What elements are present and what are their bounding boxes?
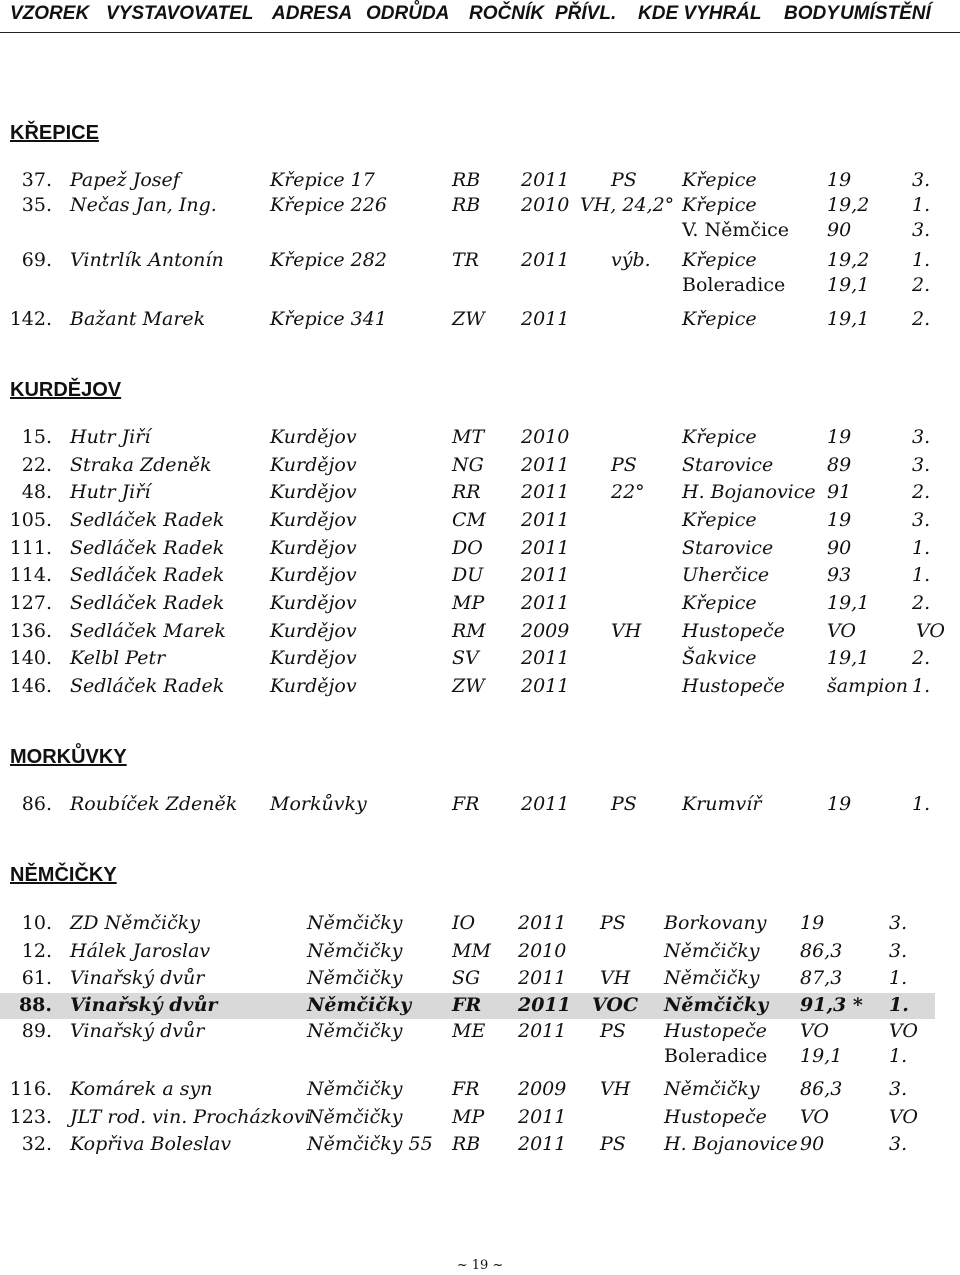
attribute: VH	[600, 1078, 631, 1100]
exhibitor: ZD Němčičky	[70, 912, 200, 934]
year: 2011	[518, 912, 567, 934]
table-row	[0, 248, 960, 274]
variety: IO	[452, 912, 476, 934]
where-won: Uherčice	[682, 564, 770, 586]
placement: 3.	[889, 1133, 908, 1155]
table-row	[0, 619, 960, 645]
section-title-morkuvky: MORKŮVKY	[10, 746, 127, 768]
address: Němčičky	[307, 940, 403, 962]
attribute: PS	[600, 1133, 626, 1155]
year: 2011	[518, 1020, 567, 1042]
table-row	[0, 1132, 960, 1158]
where-won: Starovice	[682, 454, 774, 476]
exhibitor: Sedláček Radek	[70, 509, 225, 531]
placement: 3.	[889, 1078, 908, 1100]
placement: 2.	[912, 592, 931, 614]
variety: RR	[452, 481, 481, 503]
year: 2009	[518, 1078, 567, 1100]
year: 2011	[521, 647, 570, 669]
table-row	[0, 966, 960, 992]
year: 2011	[521, 509, 570, 531]
points: 87,3	[800, 967, 843, 989]
exhibitor: Kelbl Petr	[70, 647, 166, 669]
placement: 1.	[912, 564, 931, 586]
where-won: Křepice	[682, 426, 757, 448]
points: VO	[827, 620, 856, 642]
exhibitor: Vintrlík Antonín	[70, 249, 224, 271]
table-row	[0, 1105, 960, 1131]
year: 2011	[521, 169, 570, 191]
where-won: V. Němčice	[682, 219, 789, 241]
where-won: Křepice	[682, 592, 757, 614]
placement: 1.	[889, 967, 908, 989]
variety: RB	[452, 1133, 481, 1155]
points: šampion	[827, 675, 909, 697]
variety: RB	[452, 169, 481, 191]
col-header-points: BODY	[784, 3, 839, 24]
sample-number: 127.	[9, 592, 52, 614]
placement: VO	[889, 1106, 918, 1128]
table-row	[0, 1019, 960, 1045]
points: 19	[827, 169, 852, 191]
exhibitor: Bažant Marek	[70, 308, 206, 330]
address: Křepice 341	[270, 308, 387, 330]
placement: 2.	[912, 308, 931, 330]
variety: FR	[452, 793, 480, 815]
placement: 3.	[912, 454, 931, 476]
table-row	[0, 563, 960, 589]
attribute: VH	[600, 967, 631, 989]
col-header-placement: UMÍSTĚNÍ	[840, 3, 931, 24]
col-header-variety: ODRŮDA	[366, 3, 450, 24]
table-row	[0, 939, 960, 965]
page-number: ~ 19 ~	[456, 1258, 504, 1273]
exhibitor: Hálek Jaroslav	[70, 940, 211, 962]
year: 2010	[521, 194, 570, 216]
variety: ZW	[452, 675, 485, 697]
sample-number: 12.	[21, 940, 52, 962]
col-header-where-won: KDE VYHRÁL	[638, 3, 762, 24]
placement: 3.	[889, 912, 908, 934]
exhibitor: Roubíček Zdeněk	[70, 793, 238, 815]
points: 89	[827, 454, 852, 476]
column-header-row	[0, 0, 960, 33]
sample-number: 35.	[21, 194, 52, 216]
exhibitor: Sedláček Marek	[70, 620, 226, 642]
year: 2011	[518, 994, 571, 1016]
address: Kurdějov	[270, 647, 357, 669]
sample-number: 89.	[21, 1020, 52, 1042]
address: Němčičky	[307, 912, 403, 934]
sample-number: 22.	[21, 454, 52, 476]
variety: ME	[452, 1020, 486, 1042]
attribute: PS	[600, 1020, 626, 1042]
attribute: PS	[611, 793, 637, 815]
col-header-address: ADRESA	[272, 3, 353, 24]
table-row	[0, 536, 960, 562]
sample-number: 136.	[9, 620, 52, 642]
placement: VO	[916, 620, 945, 642]
placement: 1.	[912, 194, 931, 216]
table-row-highlighted	[0, 993, 935, 1019]
sample-number: 15.	[21, 426, 52, 448]
exhibitor: Sedláček Radek	[70, 564, 225, 586]
where-won: Hustopeče	[682, 620, 785, 642]
table-row-continuation	[0, 218, 960, 244]
where-won: Němčičky	[664, 994, 769, 1016]
address: Němčičky	[307, 967, 403, 989]
address: Kurdějov	[270, 454, 357, 476]
sample-number: 140.	[9, 647, 52, 669]
exhibitor: Nečas Jan, Ing.	[70, 194, 217, 216]
exhibitor: Komárek a syn	[70, 1078, 213, 1100]
where-won: Němčičky	[664, 1078, 760, 1100]
points: 86,3	[800, 1078, 843, 1100]
where-won: Starovice	[682, 537, 774, 559]
table-row	[0, 792, 960, 818]
table-row	[0, 193, 960, 219]
year: 2011	[521, 454, 570, 476]
year: 2011	[521, 564, 570, 586]
address: Němčičky	[307, 1078, 403, 1100]
placement: 1.	[912, 675, 931, 697]
points: 19	[827, 426, 852, 448]
sample-number: 86.	[21, 793, 52, 815]
year: 2011	[518, 1133, 567, 1155]
variety: FR	[452, 994, 482, 1016]
table-row-continuation	[0, 1044, 960, 1070]
sample-number: 116.	[9, 1078, 52, 1100]
variety: MP	[452, 1106, 485, 1128]
where-won: H. Bojanovice	[682, 481, 816, 503]
where-won: Křepice	[682, 169, 757, 191]
section-title-nemcicky: NĚMČIČKY	[10, 864, 117, 886]
sample-number: 69.	[21, 249, 52, 271]
year: 2010	[518, 940, 567, 962]
points: 90	[827, 537, 852, 559]
year: 2011	[521, 537, 570, 559]
address: Němčičky	[307, 1020, 403, 1042]
address: Němčičky	[307, 994, 412, 1016]
placement: 1.	[889, 1045, 908, 1067]
variety: MM	[452, 940, 491, 962]
sample-number: 61.	[21, 967, 52, 989]
address: Němčičky 55	[307, 1133, 433, 1155]
col-header-year: ROČNÍK	[469, 3, 544, 24]
placement: 3.	[889, 940, 908, 962]
table-row	[0, 674, 960, 700]
points: 86,3	[800, 940, 843, 962]
where-won: H. Bojanovice	[664, 1133, 798, 1155]
address: Kurdějov	[270, 620, 357, 642]
table-row	[0, 591, 960, 617]
exhibitor: Papež Josef	[70, 169, 180, 191]
placement: VO	[889, 1020, 918, 1042]
points: 19,1	[800, 1045, 843, 1067]
attribute: PS	[611, 454, 637, 476]
year: 2011	[521, 675, 570, 697]
table-row	[0, 425, 960, 451]
variety: MT	[452, 426, 485, 448]
exhibitor: Vinařský dvůr	[70, 994, 218, 1016]
attribute: 22°	[611, 481, 645, 503]
attribute: výb.	[611, 249, 651, 271]
address: Kurdějov	[270, 537, 357, 559]
variety: RB	[452, 194, 481, 216]
sample-number: 32.	[21, 1133, 52, 1155]
variety: RM	[452, 620, 486, 642]
placement: 2.	[912, 647, 931, 669]
address: Kurdějov	[270, 426, 357, 448]
col-header-attribute: PŘÍVL.	[555, 3, 617, 24]
sample-number: 48.	[21, 481, 52, 503]
exhibitor: Hutr Jiří	[70, 481, 151, 503]
sample-number: 10.	[21, 912, 52, 934]
address: Němčičky	[307, 1106, 403, 1128]
exhibitor: Sedláček Radek	[70, 675, 225, 697]
sample-number: 88.	[18, 994, 52, 1016]
address: Kurdějov	[270, 509, 357, 531]
exhibitor: Sedláček Radek	[70, 537, 225, 559]
sample-number: 146.	[9, 675, 52, 697]
table-row	[0, 453, 960, 479]
table-row	[0, 307, 960, 333]
col-header-sample: VZOREK	[10, 3, 90, 24]
placement: 1.	[912, 793, 931, 815]
where-won: Křepice	[682, 194, 757, 216]
placement: 3.	[912, 219, 931, 241]
points: 19,1	[827, 274, 870, 296]
attribute: VOC	[592, 994, 639, 1016]
where-won: Šakvice	[682, 647, 757, 669]
section-title-kurdejov: KURDĚJOV	[10, 379, 122, 401]
points: 91,3 *	[800, 994, 863, 1016]
placement: 3.	[912, 426, 931, 448]
points: 19	[800, 912, 825, 934]
year: 2011	[521, 308, 570, 330]
where-won: Borkovany	[664, 912, 767, 934]
attribute: VH, 24,2°	[580, 194, 675, 216]
where-won: Hustopeče	[682, 675, 785, 697]
address: Kurdějov	[270, 675, 357, 697]
where-won: Křepice	[682, 308, 757, 330]
placement: 2.	[912, 274, 931, 296]
col-header-exhibitor: VYSTAVOVATEL	[106, 3, 254, 24]
points: 19,1	[827, 647, 870, 669]
address: Morkůvky	[270, 793, 367, 815]
address: Kurdějov	[270, 564, 357, 586]
placement: 1.	[912, 537, 931, 559]
exhibitor: Hutr Jiří	[70, 426, 151, 448]
where-won: Němčičky	[664, 940, 760, 962]
sample-number: 111.	[9, 537, 52, 559]
exhibitor: Vinařský dvůr	[70, 967, 205, 989]
points: 90	[800, 1133, 825, 1155]
address: Křepice 282	[270, 249, 387, 271]
year: 2011	[521, 249, 570, 271]
points: 19,1	[827, 308, 870, 330]
points: 93	[827, 564, 852, 586]
points: VO	[800, 1106, 829, 1128]
exhibitor: Vinařský dvůr	[70, 1020, 205, 1042]
year: 2011	[521, 592, 570, 614]
address: Křepice 226	[270, 194, 387, 216]
variety: ZW	[452, 308, 485, 330]
table-row	[0, 168, 960, 194]
points: 91	[827, 481, 852, 503]
points: VO	[800, 1020, 829, 1042]
table-row	[0, 480, 960, 506]
address: Kurdějov	[270, 592, 357, 614]
placement: 1.	[889, 994, 909, 1016]
table-row	[0, 646, 960, 672]
year: 2011	[521, 793, 570, 815]
attribute: VH	[611, 620, 642, 642]
exhibitor: Sedláček Radek	[70, 592, 225, 614]
section-title-krepice: KŘEPICE	[10, 122, 99, 144]
variety: DU	[452, 564, 484, 586]
address: Křepice 17	[270, 169, 375, 191]
year: 2010	[521, 426, 570, 448]
where-won: Křepice	[682, 249, 757, 271]
variety: DO	[452, 537, 483, 559]
year: 2011	[518, 967, 567, 989]
address: Kurdějov	[270, 481, 357, 503]
points: 90	[827, 219, 852, 241]
placement: 3.	[912, 509, 931, 531]
points: 19,2	[827, 249, 870, 271]
variety: CM	[452, 509, 486, 531]
sample-number: 142.	[9, 308, 52, 330]
variety: SV	[452, 647, 479, 669]
exhibitor: Straka Zdeněk	[70, 454, 212, 476]
where-won: Boleradice	[664, 1045, 768, 1067]
sample-number: 123.	[9, 1106, 52, 1128]
year: 2011	[518, 1106, 567, 1128]
points: 19,2	[827, 194, 870, 216]
year: 2009	[521, 620, 570, 642]
sample-number: 37.	[21, 169, 52, 191]
sample-number: 114.	[9, 564, 52, 586]
table-row	[0, 1077, 960, 1103]
where-won: Boleradice	[682, 274, 786, 296]
table-row	[0, 911, 960, 937]
variety: SG	[452, 967, 481, 989]
variety: TR	[452, 249, 479, 271]
placement: 1.	[912, 249, 931, 271]
sample-number: 105.	[9, 509, 52, 531]
points: 19,1	[827, 592, 870, 614]
attribute: PS	[600, 912, 626, 934]
where-won: Hustopeče	[664, 1020, 767, 1042]
variety: FR	[452, 1078, 480, 1100]
where-won: Hustopeče	[664, 1106, 767, 1128]
exhibitor: Kopřiva Boleslav	[70, 1133, 232, 1155]
placement: 2.	[912, 481, 931, 503]
attribute: PS	[611, 169, 637, 191]
variety: MP	[452, 592, 485, 614]
where-won: Němčičky	[664, 967, 760, 989]
exhibitor: JLT rod. vin. Procházkovi	[70, 1106, 311, 1128]
table-row-continuation	[0, 273, 960, 299]
year: 2011	[521, 481, 570, 503]
points: 19	[827, 509, 852, 531]
variety: NG	[452, 454, 484, 476]
points: 19	[827, 793, 852, 815]
where-won: Krumvíř	[682, 793, 762, 815]
where-won: Křepice	[682, 509, 757, 531]
table-row	[0, 508, 960, 534]
placement: 3.	[912, 169, 931, 191]
